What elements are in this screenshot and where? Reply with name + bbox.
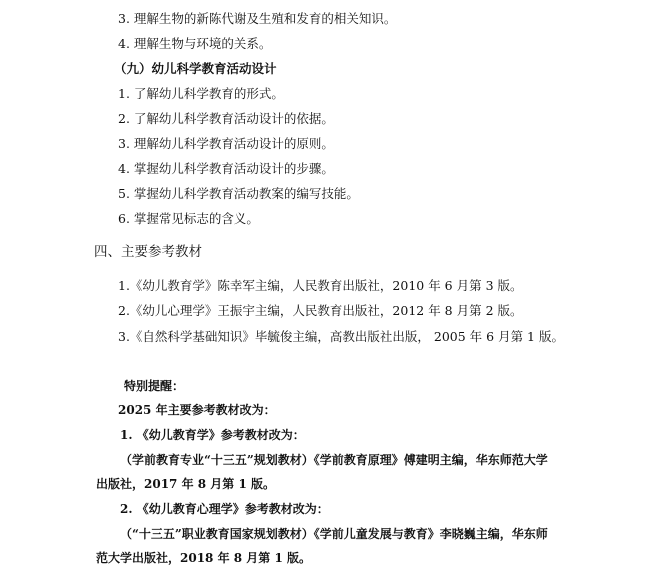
notice-item1-head: 1. 《幼儿教育学》参考教材改为： xyxy=(120,428,305,442)
notice-item2-body-line2: 范大学出版社，2018 年 8 月第 1 版。 xyxy=(96,551,311,565)
references-heading: 四、主要参考教材 xyxy=(94,244,202,260)
reference-item-3: 3.《自然科学基础知识》毕毓俊主编，高教出版社出版， 2005 年 6 月第 1 版。 xyxy=(118,329,564,344)
notice-item1-body-line1: （学前教育专业“十三五”规划教材）《学前教育原理》傅建明主编，华东师范大学 xyxy=(120,453,548,467)
section9-item-2: 2. 了解幼儿科学教育活动设计的依据。 xyxy=(118,111,334,126)
section9-title: （九）幼儿科学教育活动设计 xyxy=(114,61,277,76)
section9-item-3: 3. 理解幼儿科学教育活动设计的原则。 xyxy=(118,136,334,151)
section9-item-5: 5. 掌握幼儿科学教育活动教案的编写技能。 xyxy=(118,186,359,201)
notice-item2-head: 2. 《幼儿教育心理学》参考教材改为： xyxy=(120,502,329,516)
section8-item-4: 4. 理解生物与环境的关系。 xyxy=(118,36,272,51)
notice-intro: 2025 年主要参考教材改为： xyxy=(118,403,276,417)
section9-item-6: 6. 掌握常见标志的含义。 xyxy=(118,211,259,226)
section8-item-3: 3. 理解生物的新陈代谢及生殖和发育的相关知识。 xyxy=(118,11,397,26)
reference-item-1: 1.《幼儿教育学》陈幸军主编，人民教育出版社，2010 年 6 月第 3 版。 xyxy=(118,278,523,293)
notice-item2-body-line1: （“十三五”职业教育国家规划教材）《学前儿童发展与教育》李晓巍主编，华东师 xyxy=(120,527,548,541)
section9-item-4: 4. 掌握幼儿科学教育活动设计的步骤。 xyxy=(118,161,334,176)
notice-title: 特别提醒： xyxy=(124,379,185,393)
section9-item-1: 1. 了解幼儿科学教育的形式。 xyxy=(118,86,284,101)
reference-item-2: 2.《幼儿心理学》王振宇主编，人民教育出版社，2012 年 8 月第 2 版。 xyxy=(118,303,523,318)
notice-item1-body-line2: 出版社，2017 年 8 月第 1 版。 xyxy=(96,477,275,491)
